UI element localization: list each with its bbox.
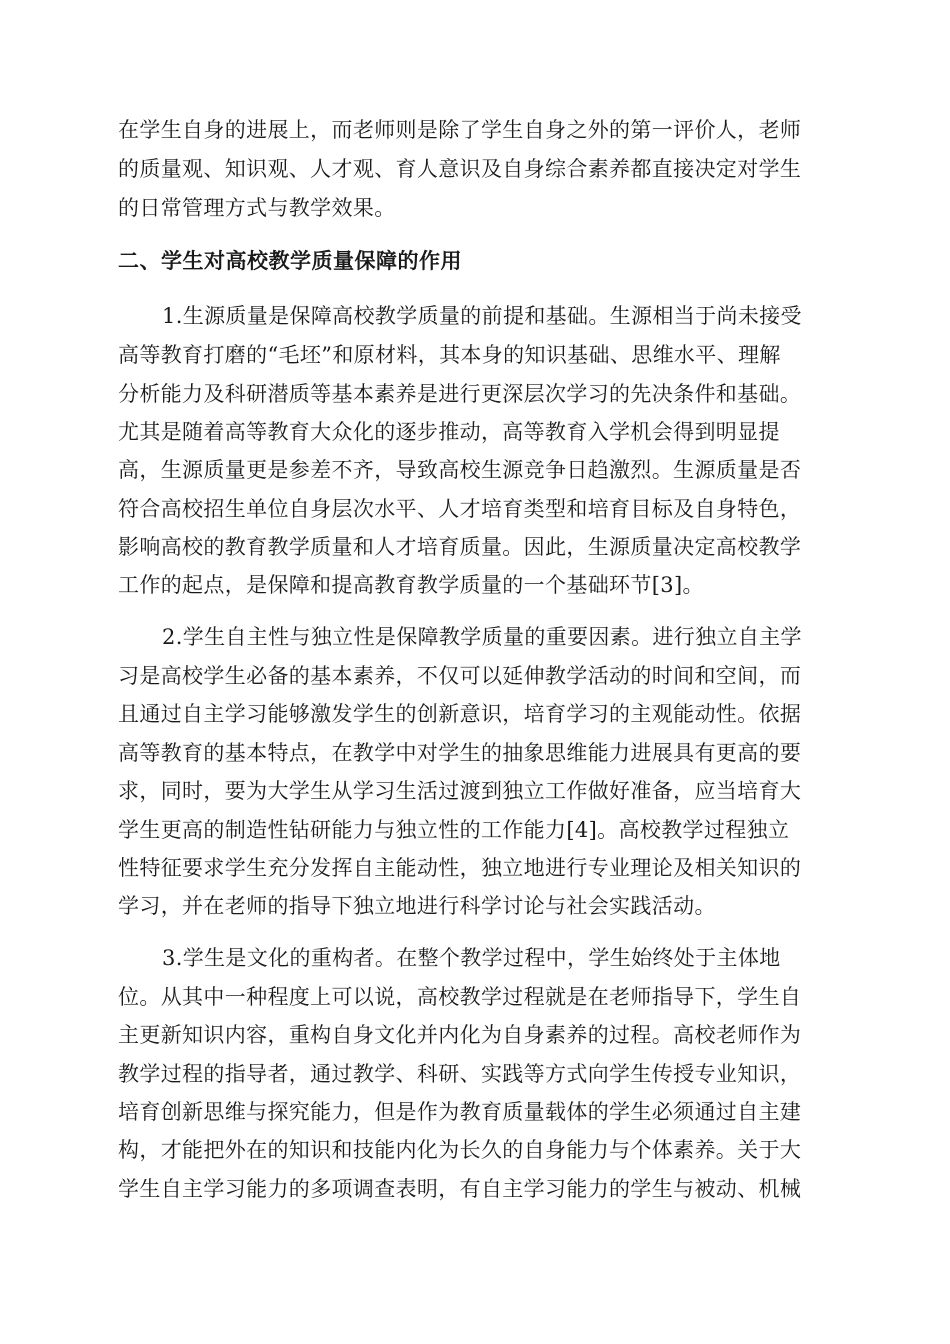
paragraph-2-line: 高等教育的基本特点，在教学中对学生的抽象思维能力进展具有更高的要: [118, 741, 802, 765]
paragraph-2-line: 性特征要求学生充分发挥自主能动性，独立地进行专业理论及相关知识的: [118, 856, 802, 880]
paragraph-3-line: 3.学生是文化的重构者。在整个教学过程中，学生始终处于主体地: [162, 946, 781, 970]
paragraph-2-line: 且通过自主学习能够激发学生的创新意识，培育学习的主观能动性。依据: [118, 702, 802, 726]
paragraph-1-line: 影响高校的教育教学质量和人才培育质量。因此，生源质量决定高校教学: [118, 535, 802, 559]
paragraph-1-line: 工作的起点，是保障和提高教育教学质量的一个基础环节[3]。: [118, 573, 704, 597]
paragraph-2-line: 求，同时，要为大学生从学习生活过渡到独立工作做好准备，应当培育大: [118, 779, 802, 803]
paragraph-3-line: 构，才能把外在的知识和技能内化为长久的自身能力与个体素养。关于大: [118, 1138, 802, 1162]
paragraph-3-line: 教学过程的指导者，通过教学、科研、实践等方式向学生传授专业知识，: [118, 1062, 802, 1086]
paragraph-3-line: 学生自主学习能力的多项调查表明，有自主学习能力的学生与被动、机械: [118, 1177, 802, 1201]
section-heading: 二、学生对高校教学质量保障的作用: [118, 249, 462, 273]
paragraph-3-line: 主更新知识内容，重构自身文化并内化为自身素养的过程。高校老师作为: [118, 1023, 802, 1047]
paragraph-1-line: 高等教育打磨的“毛坯”和原材料，其本身的知识基础、思维水平、理解: [118, 343, 781, 367]
paragraph-1-line: 符合高校招生单位自身层次水平、人才培育类型和培育目标及自身特色，: [118, 497, 802, 521]
intro-line: 的质量观、知识观、人才观、育人意识及自身综合素养都直接决定对学生: [118, 157, 802, 181]
paragraph-1-line: 1.生源质量是保障高校教学质量的前提和基础。生源相当于尚未接受: [162, 304, 802, 328]
paragraph-1-line: 尤其是随着高等教育大众化的逐步推动，高等教育入学机会得到明显提: [118, 420, 780, 444]
paragraph-3-line: 位。从其中一种程度上可以说，高校教学过程就是在老师指导下，学生自: [118, 985, 802, 1009]
paragraph-1-line: 分析能力及科研潜质等基本素养是进行更深层次学习的先决条件和基础。: [118, 382, 802, 406]
paragraph-2-line: 2.学生自主性与独立性是保障教学质量的重要因素。进行独立自主学: [162, 625, 802, 649]
paragraph-2-line: 习是高校学生必备的基本素养，不仅可以延伸教学活动的时间和空间，而: [118, 664, 802, 688]
paragraph-1-line: 高，生源质量更是参差不齐，导致高校生源竞争日趋激烈。生源质量是否: [118, 458, 802, 482]
paragraph-2-line: 学习，并在老师的指导下独立地进行科学讨论与社会实践活动。: [118, 894, 716, 918]
paragraph-2-line: 学生更高的制造性钻研能力与独立性的工作能力[4]。高校教学过程独立: [118, 818, 790, 842]
paragraph-3-line: 培育创新思维与探究能力，但是作为教育质量载体的学生必须通过自主建: [118, 1100, 802, 1124]
intro-line: 在学生自身的进展上，而老师则是除了学生自身之外的第一评价人，老师: [118, 118, 802, 142]
intro-line: 的日常管理方式与教学效果。: [118, 196, 396, 220]
